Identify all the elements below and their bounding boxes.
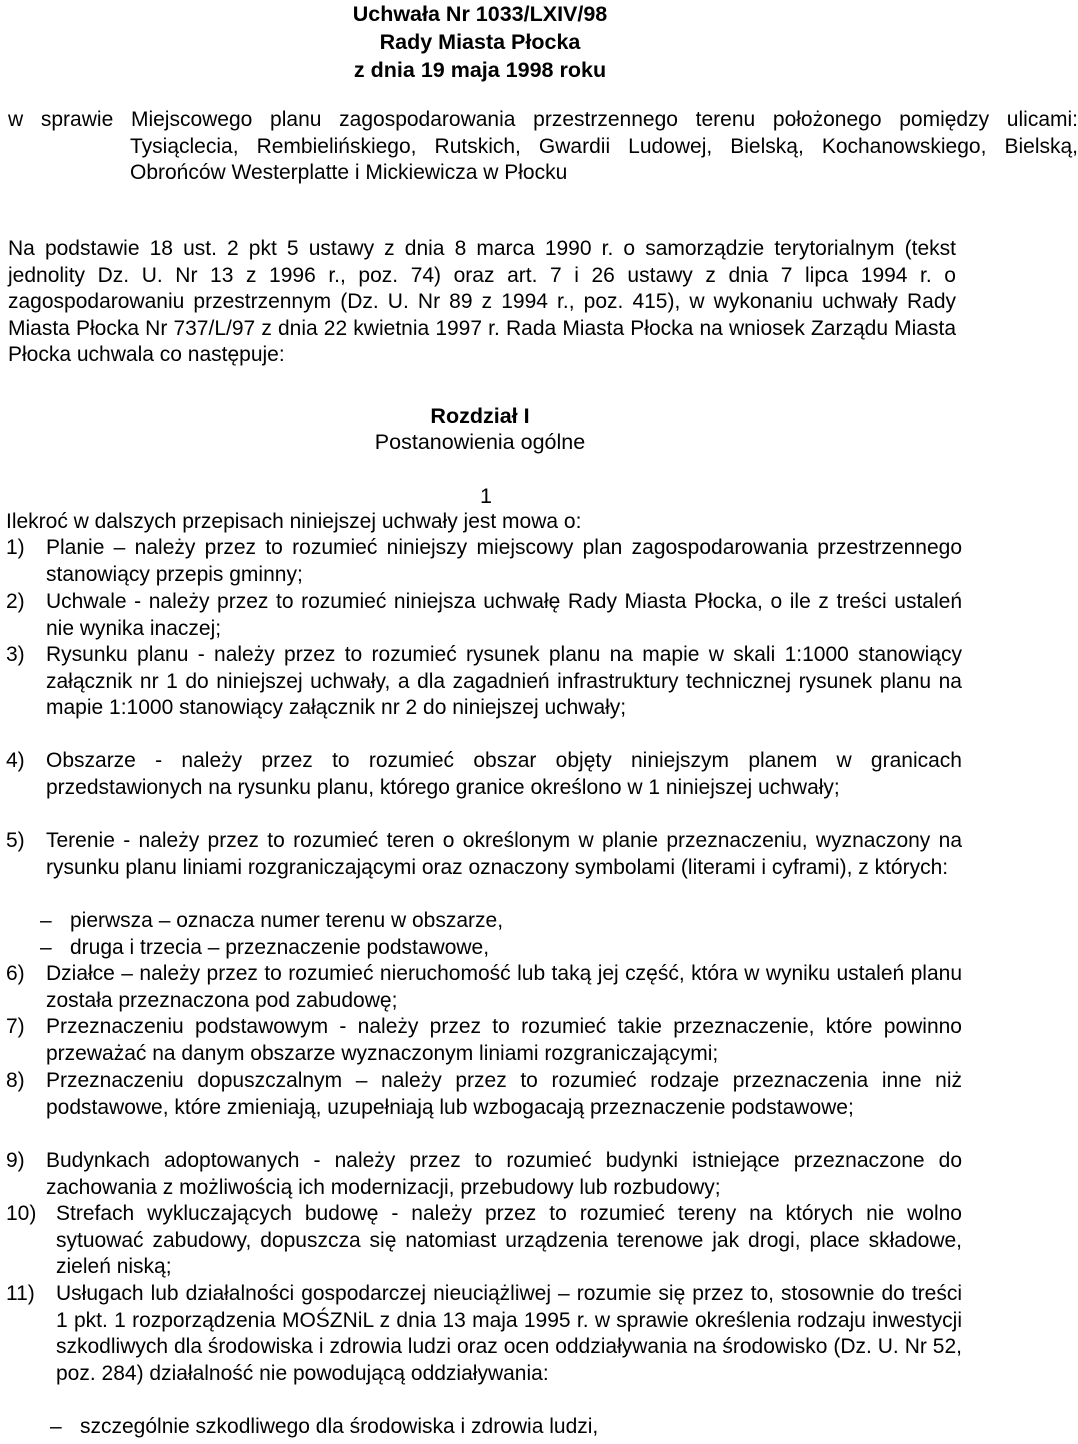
list-item <box>6 1201 962 1281</box>
chapter-title: Rozdział I <box>430 404 530 428</box>
list-item-text: Uchwale - należy przez to rozumieć niniejsza uchwałę Rady Miasta Płocka, o ile z treści ustaleń nie wynika inaczej; <box>46 590 962 640</box>
list-item-text: Strefach wykluczających budowę - należy przez to rozumieć tereny na których nie wolno sytuować zabudowy, dopuszcza się natomiast urządzenia terenowe jak drogi, place składowe, zieleń niską; <box>56 1202 962 1279</box>
list-item-text: Budynkach adoptowanych - należy przez to rozumieć budynki istniejące przeznaczone do zachowania z możliwością ich modernizacji, przebudowy lub rozbudowy; <box>46 1149 962 1199</box>
list-item-text: Rysunku planu - należy przez to rozumieć rysunek planu na mapie w skali 1:1000 stanowiący załącznik nr 1 do niniejszej uchwały, a dla zagadnień infrastruktury technicznej rysunek planu na mapie 1:1000 stanowiący załącznik nr 2 do niniejszej uchwały; <box>46 643 962 720</box>
list-item-number: 4) <box>6 749 25 772</box>
list-item-text: Działce – należy przez to rozumieć nieruchomość lub taką jej część, która w wyniku ustaleń planu została przeznaczona pod zabudowę; <box>46 962 962 1012</box>
list-item-text: Przeznaczeniu dopuszczalnym – należy przez to rozumieć rodzaje przeznaczenia inne niż podstawowe, które zmieniają, uzupełniają lub wzbogacają przeznaczenie podstawowe; <box>46 1069 962 1119</box>
council-name: Rady Miasta Płocka <box>379 30 581 54</box>
list-item <box>6 642 962 722</box>
section-symbol <box>468 484 480 508</box>
dash-bullet: – <box>50 1415 62 1438</box>
section-number <box>0 482 960 510</box>
sub-item <box>50 1414 598 1441</box>
sub-item <box>40 935 489 962</box>
list-item <box>6 828 962 881</box>
list-item-number: 10) <box>6 1202 37 1225</box>
list-item <box>6 535 962 588</box>
subject-paragraph: w sprawie Miejscowego planu zagospodarowania przestrzennego terenu położonego pomiędzy ulicami: Tysiąclecia, Rembielińskiego, Rutskich, Gwardii Ludowej, Bielską, Kochanowskiego, Bielską, Obrońców Westerplatte i Mickiewicza w Płocku <box>8 108 1078 184</box>
list-item <box>6 748 962 801</box>
list-item <box>6 1068 962 1121</box>
resolution-date: z dnia 19 maja 1998 roku <box>353 58 607 82</box>
dash-bullet: – <box>40 936 52 959</box>
preamble-paragraph: Na podstawie 18 ust. 2 pkt 5 ustawy z dnia 8 marca 1990 r. o samorządzie terytorialnym (tekst jednolity Dz. U. Nr 13 z 1996 r., poz. 74) oraz art. 7 i 26 ustawy z dnia 7 lipca 1994 r. o zagospodarowaniu przestrzennym (Dz. U. Nr 89 z 1994 r., poz. 415), w wykonaniu uchwały Rady Miasta Płocka Nr 737/L/97 z dnia 22 kwietnia 1997 r. Rada Miasta Płocka na wniosek Zarządu Miasta Płocka uchwala co następuje: <box>8 237 956 366</box>
list-item-text: Przeznaczeniu podstawowym - należy przez to rozumieć takie przeznaczenie, które powinno przeważać na danym obszarze wyznaczonym liniami rozgraniczającymi; <box>46 1015 962 1065</box>
list-item <box>6 1148 962 1201</box>
list-item-text: Planie – należy przez to rozumieć niniejszy miejscowy plan zagospodarowania przestrzennego stanowiący przepis gminny; <box>46 536 962 586</box>
list-item-text: Obszarze - należy przez to rozumieć obszar objęty niniejszym planem w granicach przedstawionych na rysunku planu, którego granice określono w 1 niniejszej uchwały; <box>46 749 962 799</box>
resolution-number: Uchwała Nr 1033/LXIV/98 <box>352 2 608 26</box>
list-item-number: 11) <box>6 1282 35 1305</box>
sub-item-text: szczególnie szkodliwego dla środowiska i zdrowia ludzi, <box>80 1415 599 1438</box>
list-item-number: 8) <box>6 1069 25 1092</box>
list-item <box>6 589 962 642</box>
chapter-subtitle: Postanowienia ogólne <box>374 430 586 454</box>
sub-item-text: pierwsza – oznacza numer terenu w obszarze, <box>70 909 504 932</box>
list-item-number: 2) <box>6 590 25 613</box>
list-item <box>6 1281 962 1387</box>
list-item <box>6 1014 962 1067</box>
definitions-intro: Ilekroć w dalszych przepisach niniejszej uchwały jest mowa o: <box>6 510 582 533</box>
section-number-value: 1 <box>479 484 492 508</box>
list-item <box>6 961 962 1014</box>
sub-item-text: druga i trzecia – przeznaczenie podstawowe, <box>70 936 490 959</box>
list-item-number: 3) <box>6 643 25 666</box>
dash-bullet: – <box>40 909 52 932</box>
list-item-number: 1) <box>6 536 25 559</box>
sub-item <box>40 908 503 935</box>
list-item-number: 9) <box>6 1149 25 1172</box>
list-item-number: 7) <box>6 1015 25 1038</box>
list-item-text: Terenie - należy przez to rozumieć teren o określonym w planie przeznaczeniu, wyznaczony na rysunku planu liniami rozgraniczającymi oraz oznaczony symbolami (literami i cyframi), z których: <box>46 829 962 879</box>
list-item-number: 6) <box>6 962 25 985</box>
list-item-number: 5) <box>6 829 25 852</box>
list-item-text: Usługach lub działalności gospodarczej nieuciążliwej – rozumie się przez to, stosownie do treści 1 pkt. 1 rozporządzenia MOŚZNiL z dnia 13 maja 1995 r. w sprawie określenia rodzaju inwestycji szkodliwych dla środowiska i zdrowia ludzi oraz ocen oddziaływania na środowisko (Dz. U. Nr 52, poz. 284) działalność nie powodującą oddziaływania: <box>56 1282 962 1385</box>
